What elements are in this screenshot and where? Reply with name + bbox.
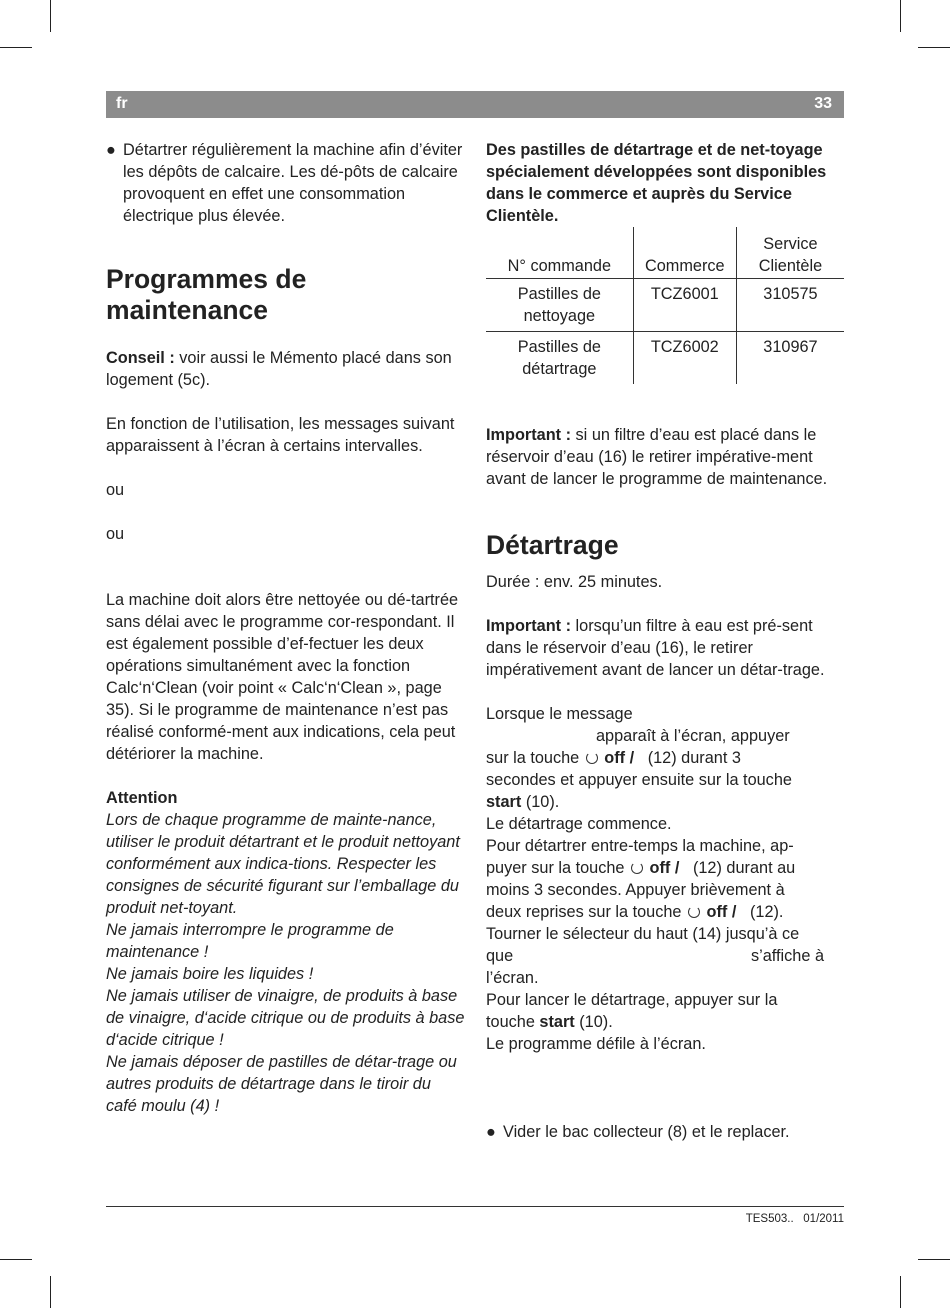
instruction-line: que s’affiche à (486, 947, 824, 965)
crop-mark (918, 1259, 950, 1260)
table-cell: 310575 (736, 279, 844, 332)
pastilles-intro: Des pastilles de détartrage et de net-toyage spécialement développées sont disponibles dans le commerce et auprès du Service Clientèle. (486, 141, 827, 225)
instruction-line: Tourner le sélecteur du haut (14) jusqu’à ce (486, 925, 800, 943)
attention-line: Lors de chaque programme de mainte-nance, utiliser le produit détartrant et le produit nettoyant conformément aux indica-tions. Respecter les consignes de sécurité figurant sur l’emballage du produit net-toyant. (106, 811, 460, 917)
instruction-line: apparaît à l’écran, appuyer (596, 727, 790, 745)
ou-text: ou (106, 525, 125, 543)
table-header-row (486, 227, 844, 279)
crop-mark (0, 47, 32, 48)
ou-text: ou (106, 481, 125, 499)
instruction-line: start (10). (486, 793, 560, 811)
table-cell: TCZ6002 (633, 332, 736, 385)
page-footer (746, 1213, 844, 1225)
page-header (106, 91, 844, 118)
attention-line: Ne jamais boire les liquides ! (106, 965, 314, 983)
model-number: TES503.. (745, 1213, 794, 1225)
section-heading-maintenance (106, 264, 466, 326)
instruction-line: Pour lancer le détartrage, appuyer sur la (486, 991, 778, 1009)
bullet-dot-icon: ● (486, 1123, 496, 1141)
attention-line: Ne jamais utiliser de vinaigre, de produits à base de vinaigre, d‘acide citrique ou de produits à base d‘acide citrique ! (106, 987, 465, 1049)
page-number: 33 (814, 95, 832, 112)
table-row (486, 332, 844, 385)
instruction-line: puyer sur la touche off / (12) durant au (486, 859, 796, 877)
footer-rule (106, 1206, 844, 1207)
bullet-item (106, 139, 466, 227)
instruction-line: Pour détartrer entre-temps la machine, ap- (486, 837, 794, 855)
table-header-cell: Commerce (633, 227, 736, 279)
attention-label: Attention (106, 789, 178, 807)
right-column (486, 139, 846, 1143)
important-detartrage-paragraph: Important : lorsqu’un filtre à eau est pré-sent dans le réservoir d’eau (16), le retirer impérativement avant de lancer un détar-trage. (486, 617, 825, 679)
power-icon (586, 752, 598, 764)
crop-mark (0, 1259, 32, 1260)
conseil-text: voir aussi le Mémento placé dans son logement (5c). (106, 349, 452, 389)
bullet-item (486, 1121, 846, 1143)
instruction-line: Le détartrage commence. (486, 815, 672, 833)
instruction-line: deux reprises sur la touche off / (12). (486, 903, 784, 921)
crop-mark (900, 0, 901, 32)
power-icon (631, 862, 643, 874)
crop-mark (900, 1276, 901, 1308)
bullet-text: Vider le bac collecteur (8) et le replacer. (503, 1123, 790, 1141)
instruction-line: Le programme défile à l’écran. (486, 1035, 706, 1053)
table-header-cell: N° commande (486, 227, 633, 279)
table-row (486, 279, 844, 332)
conseil-label: Conseil : (106, 349, 175, 367)
left-column (106, 139, 466, 1117)
edition-date: 01/2011 (803, 1213, 844, 1225)
table-cell: TCZ6001 (633, 279, 736, 332)
usage-paragraph: En fonction de l’utilisation, les messages suivant apparaissent à l’écran à certains intervalles. (106, 415, 455, 455)
bullet-dot-icon: ● (106, 141, 116, 159)
section-heading-detartrage: Détartrage (486, 530, 619, 560)
table-cell: Pastilles de détartrage (517, 338, 601, 378)
order-table (486, 227, 844, 384)
heading-line: Programmes de (106, 264, 307, 294)
instruction-line: l’écran. (486, 969, 539, 987)
power-icon (688, 906, 700, 918)
instruction-line: sur la touche off / (12) durant 3 (486, 749, 741, 767)
conseil-paragraph (106, 347, 466, 391)
instruction-line: Lorsque le message (486, 705, 633, 723)
duration-text: Durée : env. 25 minutes. (486, 573, 663, 591)
crop-mark (50, 1276, 51, 1308)
crop-mark (50, 0, 51, 32)
instruction-line: moins 3 secondes. Appuyer brièvement à (486, 881, 785, 899)
instruction-line: touche start (10). (486, 1013, 613, 1031)
attention-line: Ne jamais interrompre le programme de maintenance ! (106, 921, 394, 961)
heading-line: maintenance (106, 295, 269, 325)
important-filter-paragraph: Important : si un filtre d’eau est placé dans le réservoir d’eau (16) le retirer impérative-ment avant de lancer le programme de maintenance. (486, 426, 828, 488)
table-header-cell: Service Clientèle (736, 227, 844, 279)
crop-mark (918, 47, 950, 48)
bullet-text: Détartrer régulièrement la machine afin d’éviter les dépôts de calcaire. Les dé-pôts de calcaire provoquent en effet une consommation électrique plus élevée. (123, 141, 463, 225)
instruction-line: secondes et appuyer ensuite sur la touche (486, 771, 792, 789)
table-cell: 310967 (736, 332, 844, 385)
maintenance-paragraph: La machine doit alors être nettoyée ou dé-tartrée sans délai avec le programme cor-respondant. Il est également possible d’ef-fectuer les deux opérations simultanément avec la fonction Calc‘n‘Clean (voir point « Calc‘n‘Clean », page 35). Si le programme de maintenance n’est pas réalisé conformé-ment aux indications, cela peut détériorer la machine. (106, 591, 459, 763)
table-cell: Pastilles de nettoyage (486, 279, 633, 332)
language-label: fr (116, 95, 128, 112)
attention-line: Ne jamais déposer de pastilles de détar-trage ou autres produits de détartrage dans le tiroir du café moulu (4) ! (106, 1053, 457, 1115)
